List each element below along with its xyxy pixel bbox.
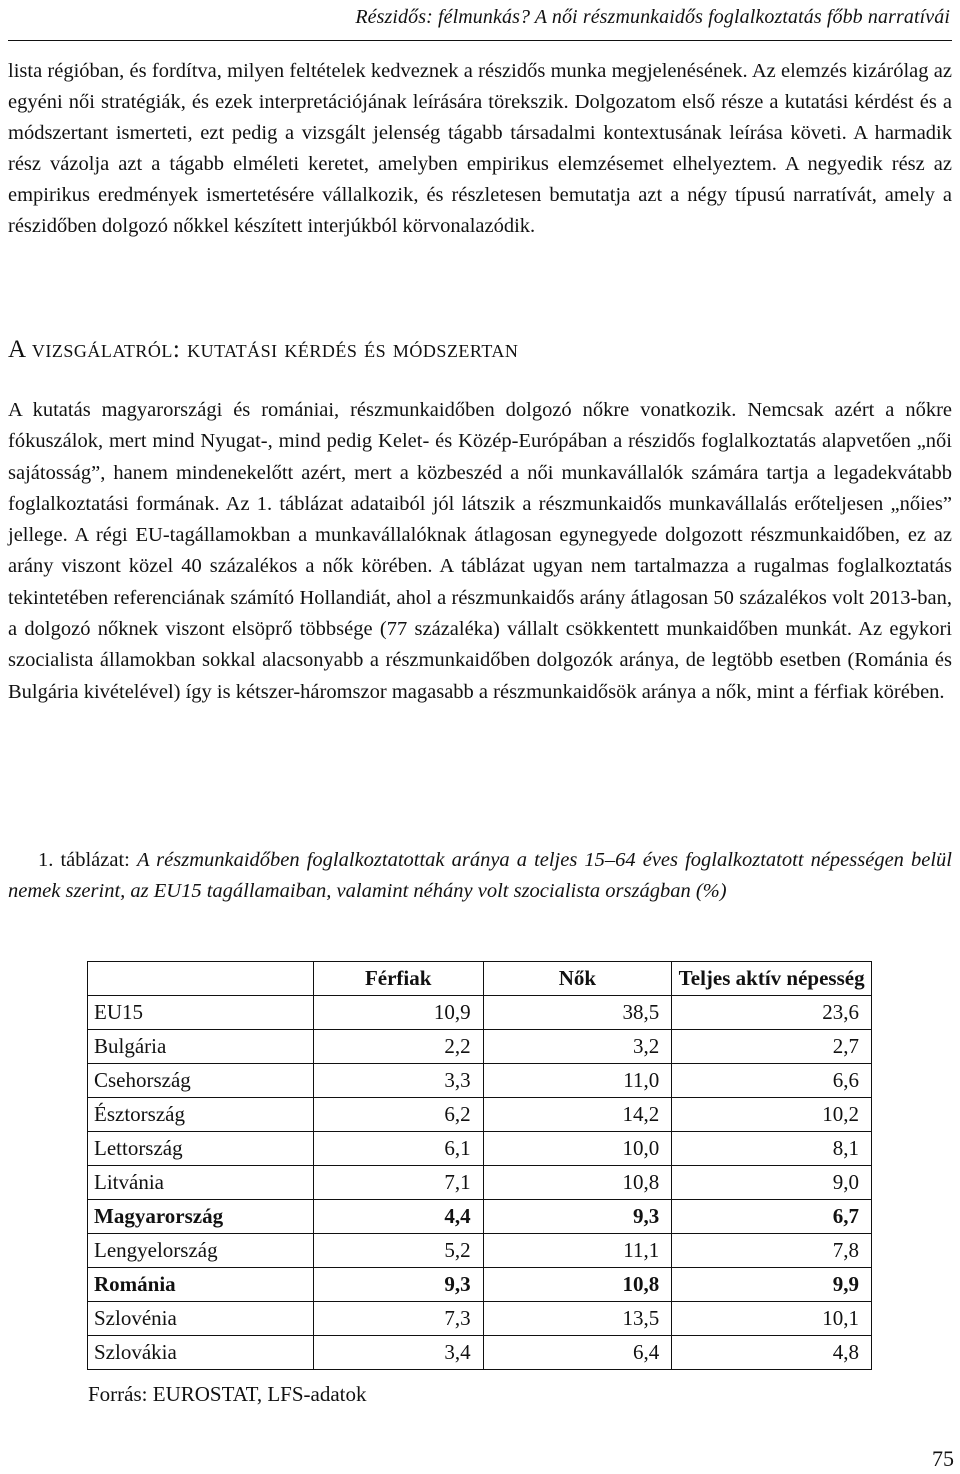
men-cell: 9,3 [313,1268,483,1302]
women-cell: 38,5 [483,996,672,1030]
men-cell: 10,9 [313,996,483,1030]
table-source: Forrás: EUROSTAT, LFS-adatok [88,1382,367,1406]
country-cell: Litvánia [88,1166,314,1200]
women-cell: 10,8 [483,1268,672,1302]
table-row [88,996,872,1030]
section-heading: A vizsgálatról: kutatási kérdés és módszertan [8,336,519,363]
men-cell: 7,3 [313,1302,483,1336]
total-cell: 23,6 [672,996,872,1030]
total-cell: 10,2 [672,1098,872,1132]
men-cell: 7,1 [313,1166,483,1200]
total-cell: 9,9 [672,1268,872,1302]
total-cell: 4,8 [672,1336,872,1370]
women-cell: 3,2 [483,1030,672,1064]
column-header: Teljes aktív népesség [672,962,872,996]
country-cell: Szlovákia [88,1336,314,1370]
header-divider [8,40,952,41]
men-cell: 2,2 [313,1030,483,1064]
country-cell: Szlovénia [88,1302,314,1336]
column-header: Nők [483,962,672,996]
women-cell: 10,8 [483,1166,672,1200]
men-cell: 3,3 [313,1064,483,1098]
column-header: Férfiak [313,962,483,996]
table-row [88,1200,872,1234]
men-cell: 6,1 [313,1132,483,1166]
total-cell: 6,6 [672,1064,872,1098]
total-cell: 10,1 [672,1302,872,1336]
women-cell: 10,0 [483,1132,672,1166]
country-cell: Lengyelország [88,1234,314,1268]
women-cell: 9,3 [483,1200,672,1234]
table-body [88,996,872,1370]
table-row [88,1268,872,1302]
men-cell: 4,4 [313,1200,483,1234]
table-row [88,1166,872,1200]
women-cell: 13,5 [483,1302,672,1336]
total-cell: 7,8 [672,1234,872,1268]
table-caption-title: A részmunkaidőben foglalkoztatottak aránya a teljes 15–64 éves foglalkoztatott népességen belül nemek szerint, az EU15 tagállamaiban, valamint néhány volt szocialista országban (%) [8,849,952,903]
table-header-row [88,962,872,996]
table-row [88,1336,872,1370]
table-row [88,1132,872,1166]
country-cell: Bulgária [88,1030,314,1064]
total-cell: 6,7 [672,1200,872,1234]
table-row [88,1234,872,1268]
table-row [88,1098,872,1132]
section-paragraph: A kutatás magyarországi és romániai, részmunkaidőben dolgozó nőkre vonatkozik. Nemcsak azért a nőkre fókuszálok, mert mind Nyugat-, mind pedig Kelet- és Közép-Európában a részidős foglalkoztatás alapvetően „női sajátosság”, hanem mindenekelőtt azért, mert a közbeszéd a női munkavállalók számára tartja a legadekvátabb foglalkoztatási formának. Az 1. táblázat adataiból jól látszik a részmunkaidős munkavállalás erőteljesen „nőies” jellege. A régi EU-tagállamokban a munkavállalóknak átlagosan egynegyede dolgozott részmunkaidőben, ez az arány viszont közel 40 százalékos a nők körében. A táblázat ugyan nem tartalmazza a rugalmas foglalkoztatás tekintetében referenciának számító Hollandiát, ahol a részmunkaidős arány átlagosan 50 százalékos volt 2013-ban, a dolgozó nőknek viszont elsöprő többsége (77 százaléka) vállalt csökkentett munkaidőben munkát. Az egykori szocialista államokban sokkal alacsonyabb a részmunkaidőben dolgozók aránya, de legtöbb esetben (Románia és Bulgária kivételével) így is kétszer-háromszor magasabb a részmunkaidősök aránya a nők, mint a férfiak körében. [8,399,952,703]
data-table [87,961,872,1370]
table-row [88,1064,872,1098]
total-cell: 9,0 [672,1166,872,1200]
column-header [88,962,314,996]
table-caption [8,845,952,908]
men-cell: 5,2 [313,1234,483,1268]
country-cell: EU15 [88,996,314,1030]
table-row [88,1302,872,1336]
country-cell: Magyarország [88,1200,314,1234]
intro-paragraph: lista régióban, és fordítva, milyen feltételek kedveznek a részidős munka megjelenésének. Az elemzés kizárólag az egyéni női stratégiák, és ezek interpretációjának leírására törekszik. Dolgozatom első része a kutatási kérdést és a módszertant ismerteti, ezt pedig a vizsgált jelenség tágabb társadalmi kontextusának leírása követi. A harmadik rész vázolja azt a tágabb elméleti keretet, amelyben empirikus elemzésemet elhelyeztem. A negyedik rész az empirikus eredmények ismertetésére vállalkozik, és részletesen bemutatja azt a négy típusú narratívát, amely a részidőben dolgozó nőkkel készített interjúkból körvonalazódik. [8,60,952,237]
country-cell: Csehország [88,1064,314,1098]
table-row [88,1030,872,1064]
country-cell: Lettország [88,1132,314,1166]
women-cell: 6,4 [483,1336,672,1370]
women-cell: 11,1 [483,1234,672,1268]
men-cell: 6,2 [313,1098,483,1132]
page-number: 75 [932,1446,954,1471]
women-cell: 14,2 [483,1098,672,1132]
running-header: Részidős: félmunkás? A női részmunkaidős foglalkoztatás főbb narratívái [355,6,950,28]
country-cell: Románia [88,1268,314,1302]
men-cell: 3,4 [313,1336,483,1370]
women-cell: 11,0 [483,1064,672,1098]
total-cell: 2,7 [672,1030,872,1064]
country-cell: Észtország [88,1098,314,1132]
total-cell: 8,1 [672,1132,872,1166]
table-caption-label: 1. táblázat: [38,849,137,871]
